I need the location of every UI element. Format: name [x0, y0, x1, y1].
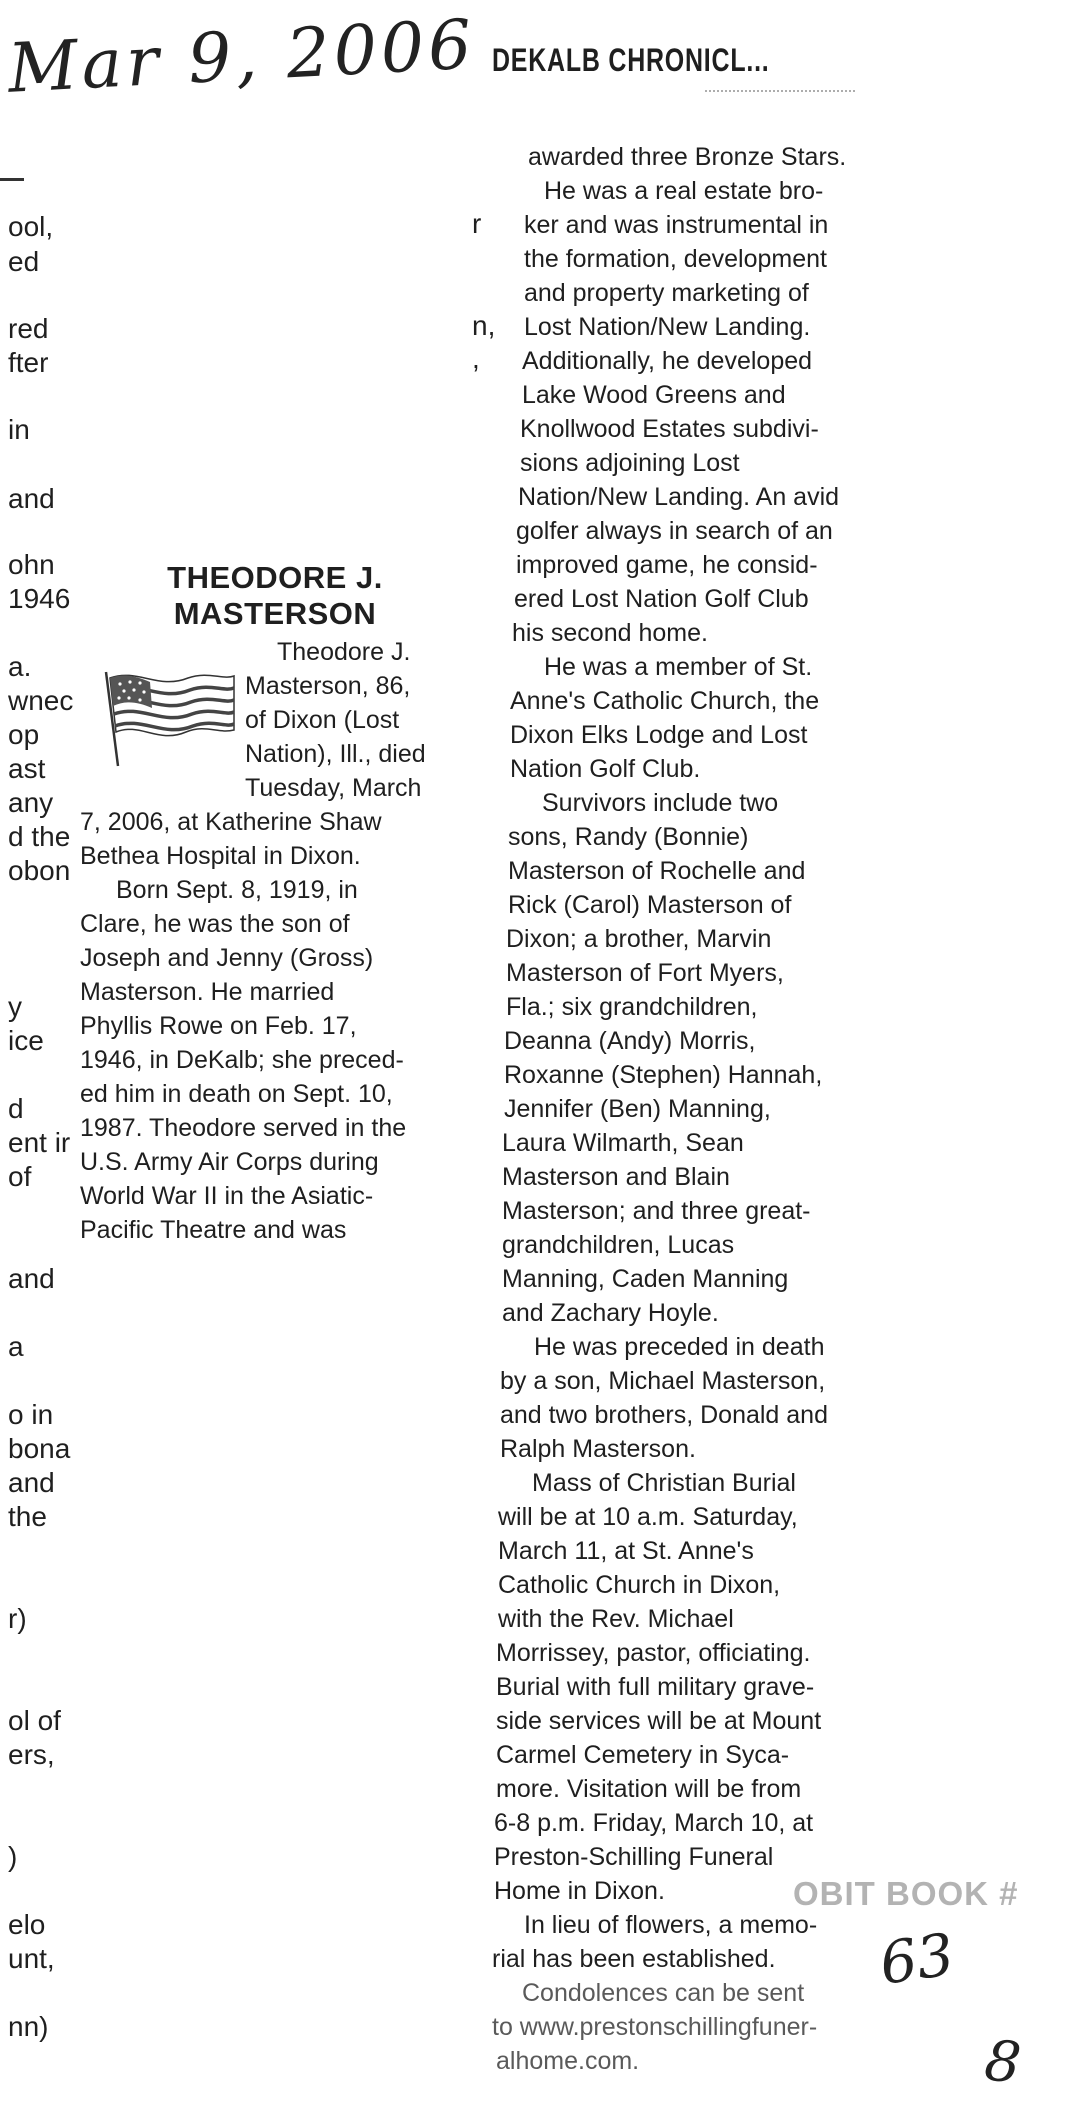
- col2-line: to www.prestonschillingfuner-: [492, 2013, 818, 2041]
- col2-line: and Zachary Hoyle.: [502, 1299, 719, 1327]
- col2-line: improved game, he consid-: [516, 551, 818, 579]
- left-fragment: ): [8, 1841, 18, 1872]
- left-fragment: ol of: [8, 1705, 61, 1736]
- left-fragment: and: [8, 1263, 55, 1294]
- left-fragment: and: [8, 1467, 55, 1498]
- left-fragment: nn): [8, 2011, 49, 2042]
- middle-fragment: ,: [472, 343, 480, 374]
- col2-line: Morrissey, pastor, officiating.: [496, 1639, 811, 1667]
- left-fragment: d: [8, 1093, 24, 1124]
- headline-line: THEODORE J.: [167, 560, 383, 595]
- col1-line: Nation), Ill., died: [245, 740, 426, 768]
- left-fragment: a: [8, 1331, 24, 1362]
- col1-line: ed him in death on Sept. 10,: [80, 1080, 393, 1108]
- col1-line: 7, 2006, at Katherine Shaw: [80, 808, 382, 836]
- left-fragment: a.: [8, 651, 32, 682]
- col2-line: Deanna (Andy) Morris,: [504, 1027, 756, 1055]
- col2-line: Nation Golf Club.: [510, 755, 701, 783]
- middle-fragment: n,: [472, 310, 496, 341]
- col2-line: Mass of Christian Burial: [532, 1469, 796, 1497]
- left-fragment: ool,: [8, 211, 54, 242]
- left-fragment: elo: [8, 1909, 46, 1940]
- col2-line: Jennifer (Ben) Manning,: [504, 1095, 771, 1123]
- col1-line: 1946, in DeKalb; she preced-: [80, 1046, 404, 1074]
- left-fragment: ent ir: [8, 1127, 71, 1158]
- col1-line: Joseph and Jenny (Gross): [80, 944, 374, 972]
- col2-line: rial has been established.: [492, 1945, 776, 1973]
- obit-book-stamp: OBIT BOOK #: [793, 1875, 1019, 1912]
- left-fragment: o in: [8, 1399, 54, 1430]
- col2-line: Ralph Masterson.: [500, 1435, 696, 1463]
- left-fragment: r): [8, 1603, 27, 1634]
- col2-line: sons, Randy (Bonnie): [508, 823, 749, 851]
- left-fragment: ed: [8, 246, 40, 277]
- col2-line: 6-8 p.m. Friday, March 10, at: [494, 1809, 814, 1837]
- middle-fragment: r: [472, 208, 482, 239]
- col2-line: He was a member of St.: [544, 653, 813, 681]
- col2-line: Masterson; and three great-: [502, 1197, 811, 1225]
- left-fragment: ice: [8, 1025, 44, 1056]
- left-fragment: wnec: [8, 685, 74, 716]
- col2-line: awarded three Bronze Stars.: [528, 143, 847, 171]
- col1-line: Born Sept. 8, 1919, in: [116, 876, 358, 904]
- col2-line: Additionally, he developed: [522, 347, 813, 375]
- col2-line: Anne's Catholic Church, the: [510, 687, 820, 715]
- col2-line: Lake Wood Greens and: [522, 381, 786, 409]
- left-column-fragments: [0, 0, 90, 2117]
- col2-line: Laura Wilmarth, Sean: [502, 1129, 744, 1157]
- col2-line: Condolences can be sent: [522, 1979, 805, 2007]
- col1-line: Bethea Hospital in Dixon.: [80, 842, 361, 870]
- handwritten-book-number: 63: [875, 1920, 959, 1998]
- col2-line: will be at 10 a.m. Saturday,: [498, 1503, 798, 1531]
- col2-line: Fla.; six grandchildren,: [506, 993, 758, 1021]
- headline-line: MASTERSON: [173, 596, 377, 631]
- col2-line: Lost Nation/New Landing.: [524, 313, 811, 341]
- masthead-smudge: [705, 90, 855, 102]
- col2-line: In lieu of flowers, a memo-: [524, 1911, 818, 1939]
- col2-line: by a son, Michael Masterson,: [500, 1367, 826, 1395]
- col2-line: and property marketing of: [524, 279, 809, 307]
- col2-line: grandchildren, Lucas: [502, 1231, 735, 1259]
- col2-line: the formation, development: [524, 245, 827, 273]
- left-fragment: and: [8, 483, 55, 514]
- col2-line: golfer always in search of an: [516, 517, 833, 545]
- col2-line: with the Rev. Michael: [498, 1605, 734, 1633]
- col2-line: Nation/New Landing. An avid: [518, 483, 840, 511]
- left-fragment: the: [8, 1501, 47, 1532]
- obituary-column-2: [492, 140, 912, 2078]
- col2-line: March 11, at St. Anne's: [498, 1537, 754, 1565]
- col2-line: more. Visitation will be from: [496, 1775, 802, 1803]
- col1-line: of Dixon (Lost: [245, 706, 400, 734]
- left-fragment: fter: [8, 347, 49, 378]
- col2-line: Carmel Cemetery in Syca-: [496, 1741, 790, 1769]
- col2-line: side services will be at Mount: [496, 1707, 822, 1735]
- col2-line: Survivors include two: [542, 789, 779, 817]
- col2-line: He was preceded in death: [534, 1333, 825, 1361]
- handwritten-date: Mar 9, 2006: [6, 5, 478, 109]
- left-fragment: red: [8, 313, 49, 344]
- left-fragment: ers,: [8, 1739, 55, 1770]
- col2-line: Burial with full military grave-: [496, 1673, 815, 1701]
- obituary-headline: [130, 560, 420, 632]
- left-fragment: in: [8, 414, 30, 445]
- col2-line: ered Lost Nation Golf Club: [514, 585, 809, 613]
- col1-line: Masterson, 86,: [245, 672, 411, 700]
- left-fragment: d the: [8, 821, 71, 852]
- col2-line: Roxanne (Stephen) Hannah,: [504, 1061, 823, 1089]
- col1-line: Tuesday, March: [245, 774, 422, 802]
- col2-line: Knollwood Estates subdivi-: [520, 415, 819, 443]
- left-fragment: bona: [8, 1433, 71, 1464]
- handwritten-corner-mark: 8: [981, 2028, 1024, 2097]
- left-fragment: ast: [8, 753, 46, 784]
- obituary-column-1: [80, 635, 460, 1247]
- col1-line: 1987. Theodore served in the: [80, 1114, 407, 1142]
- col1-line: Pacific Theatre and was: [80, 1216, 347, 1244]
- col2-line: and two brothers, Donald and: [500, 1401, 828, 1429]
- left-fragment: 1946: [8, 583, 71, 614]
- left-fragment: ohn: [8, 549, 55, 580]
- left-fragment: unt,: [8, 1943, 55, 1974]
- col2-line: Manning, Caden Manning: [502, 1265, 789, 1293]
- col1-line: Phyllis Rowe on Feb. 17,: [80, 1012, 357, 1040]
- col2-line: Preston-Schilling Funeral: [494, 1843, 774, 1871]
- col1-line: World War II in the Asiatic-: [80, 1182, 374, 1210]
- col2-line: Home in Dixon.: [494, 1877, 665, 1905]
- col2-line: alhome.com.: [496, 2047, 640, 2075]
- col1-line: Masterson. He married: [80, 978, 335, 1006]
- col2-line: Dixon Elks Lodge and Lost: [510, 721, 808, 749]
- col2-line: sions adjoining Lost: [520, 449, 740, 477]
- left-fragment: op: [8, 719, 40, 750]
- left-fragment: y: [8, 991, 22, 1022]
- col2-line: Dixon; a brother, Marvin: [506, 925, 772, 953]
- col2-line: Rick (Carol) Masterson of: [508, 891, 792, 919]
- left-fragment: of: [8, 1161, 32, 1192]
- col2-line: Masterson and Blain: [502, 1163, 730, 1191]
- left-fragment: obon: [8, 855, 71, 886]
- col1-line: Theodore J.: [277, 638, 411, 666]
- col2-line: He was a real estate bro-: [544, 177, 824, 205]
- col1-line: Clare, he was the son of: [80, 910, 350, 938]
- col2-line: Masterson of Rochelle and: [508, 857, 806, 885]
- col1-line: U.S. Army Air Corps during: [80, 1148, 379, 1176]
- col2-line: Catholic Church in Dixon,: [498, 1571, 781, 1599]
- masthead: DEKALB CHRONICL...: [492, 42, 770, 78]
- col2-line: Masterson of Fort Myers,: [506, 959, 784, 987]
- col2-line: ker and was instrumental in: [524, 211, 829, 239]
- col2-line: his second home.: [512, 619, 708, 647]
- left-fragment: any: [8, 787, 54, 818]
